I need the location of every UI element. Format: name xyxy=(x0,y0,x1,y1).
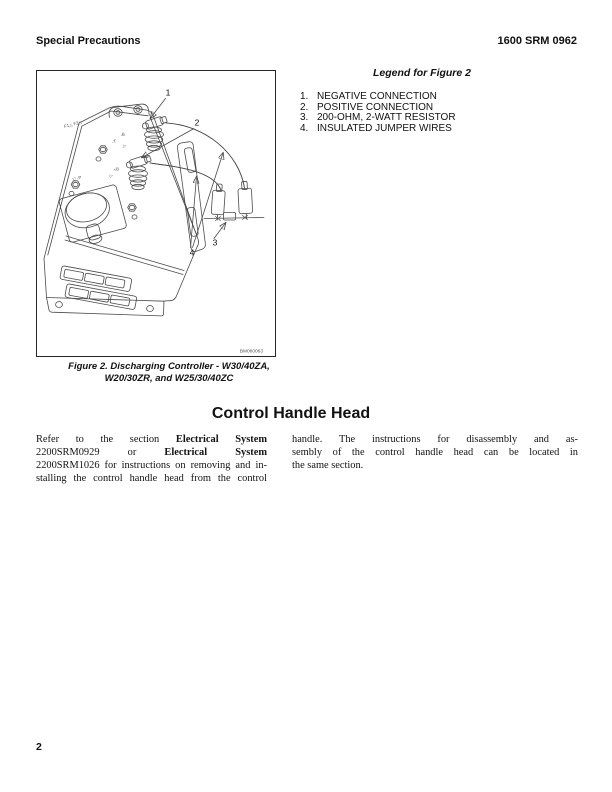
figure-caption-line-1: Figure 2. Discharging Controller - W30/40ZA, xyxy=(68,361,270,372)
body-text-bold: Electrical System xyxy=(164,447,267,458)
body-text: the same section. xyxy=(292,460,364,471)
callout-2: 2 xyxy=(194,117,200,128)
legend-item-label: 200-OHM, 2-WATT RESISTOR xyxy=(317,112,456,123)
body-text: handle. The instructions for disassembly and as- xyxy=(292,434,578,445)
legend-title: Legend for Figure 2 xyxy=(372,67,471,79)
body-text: 2200SRM0929 or xyxy=(36,447,165,458)
label-minus-b: -B xyxy=(119,131,126,138)
legend-item-number: 4. xyxy=(300,122,309,134)
legend-item-4 xyxy=(300,124,544,135)
legend-item-1 xyxy=(300,92,544,103)
callout-arrows xyxy=(142,99,226,248)
connector-block-row-2 xyxy=(65,284,137,310)
figure-legend xyxy=(300,67,544,134)
body-text-bold: Electrical System xyxy=(175,434,267,445)
page-number: 2 xyxy=(36,741,42,753)
body-line xyxy=(292,433,578,446)
callout-3: 3 xyxy=(212,237,218,248)
wire-boot-2 xyxy=(238,181,253,219)
panel-bolts xyxy=(69,146,137,219)
label-f1-f2: F1△ F2△ xyxy=(63,119,83,129)
body-text: Refer to the section xyxy=(36,434,176,445)
resistor-lead-line xyxy=(204,218,264,219)
body-column-right xyxy=(292,433,578,472)
figure-drawing-svg xyxy=(37,71,275,356)
body-text: stalling the control handle head from the control xyxy=(36,473,267,484)
section-heading: Control Handle Head xyxy=(211,405,371,422)
label-plus-b: +B xyxy=(112,166,120,173)
callout-4: 4 xyxy=(189,247,195,258)
body-line xyxy=(292,446,578,459)
label-minus-p: ▽ -P xyxy=(71,174,82,182)
legend-item-label: POSITIVE CONNECTION xyxy=(317,101,434,113)
header-doc-number: 1600 SRM 0962 xyxy=(497,35,577,47)
body-column-left xyxy=(36,433,267,485)
body-text: sembly of the control handle head can be located in xyxy=(292,447,578,458)
body-line xyxy=(36,472,267,485)
label-minus-t: -T xyxy=(111,138,117,145)
figure-image-code: BM080063 xyxy=(239,349,263,355)
callout-1: 1 xyxy=(165,87,171,98)
base-flange xyxy=(56,302,154,312)
body-line xyxy=(36,459,267,472)
body-line xyxy=(292,459,578,472)
terminal-post-positive xyxy=(125,154,151,190)
body-line xyxy=(36,446,267,459)
figure-2-frame xyxy=(36,70,276,357)
jumper-wire-1 xyxy=(166,123,245,188)
figure-caption-line-2: W20/30ZR, and W25/30/40ZC xyxy=(104,373,234,385)
legend-item-number: 3. xyxy=(300,112,309,123)
label-triangle-2: ▷ xyxy=(108,172,114,179)
body-text: 2200SRM1026 for instructions on removing and in- xyxy=(36,460,267,471)
label-triangle-1: ▷ xyxy=(122,142,128,149)
body-line xyxy=(36,433,267,446)
figure-caption xyxy=(36,361,302,385)
legend-item-number: 1. xyxy=(300,91,309,102)
legend-item-number: 2. xyxy=(300,101,309,113)
legend-item-label: INSULATED JUMPER WIRES xyxy=(317,122,452,134)
legend-item-label: NEGATIVE CONNECTION xyxy=(317,91,437,102)
panel-labels xyxy=(63,119,127,182)
jumper-wire-2 xyxy=(150,163,221,190)
header-section-title: Special Precautions xyxy=(36,35,141,47)
legend-item-3 xyxy=(300,113,544,124)
